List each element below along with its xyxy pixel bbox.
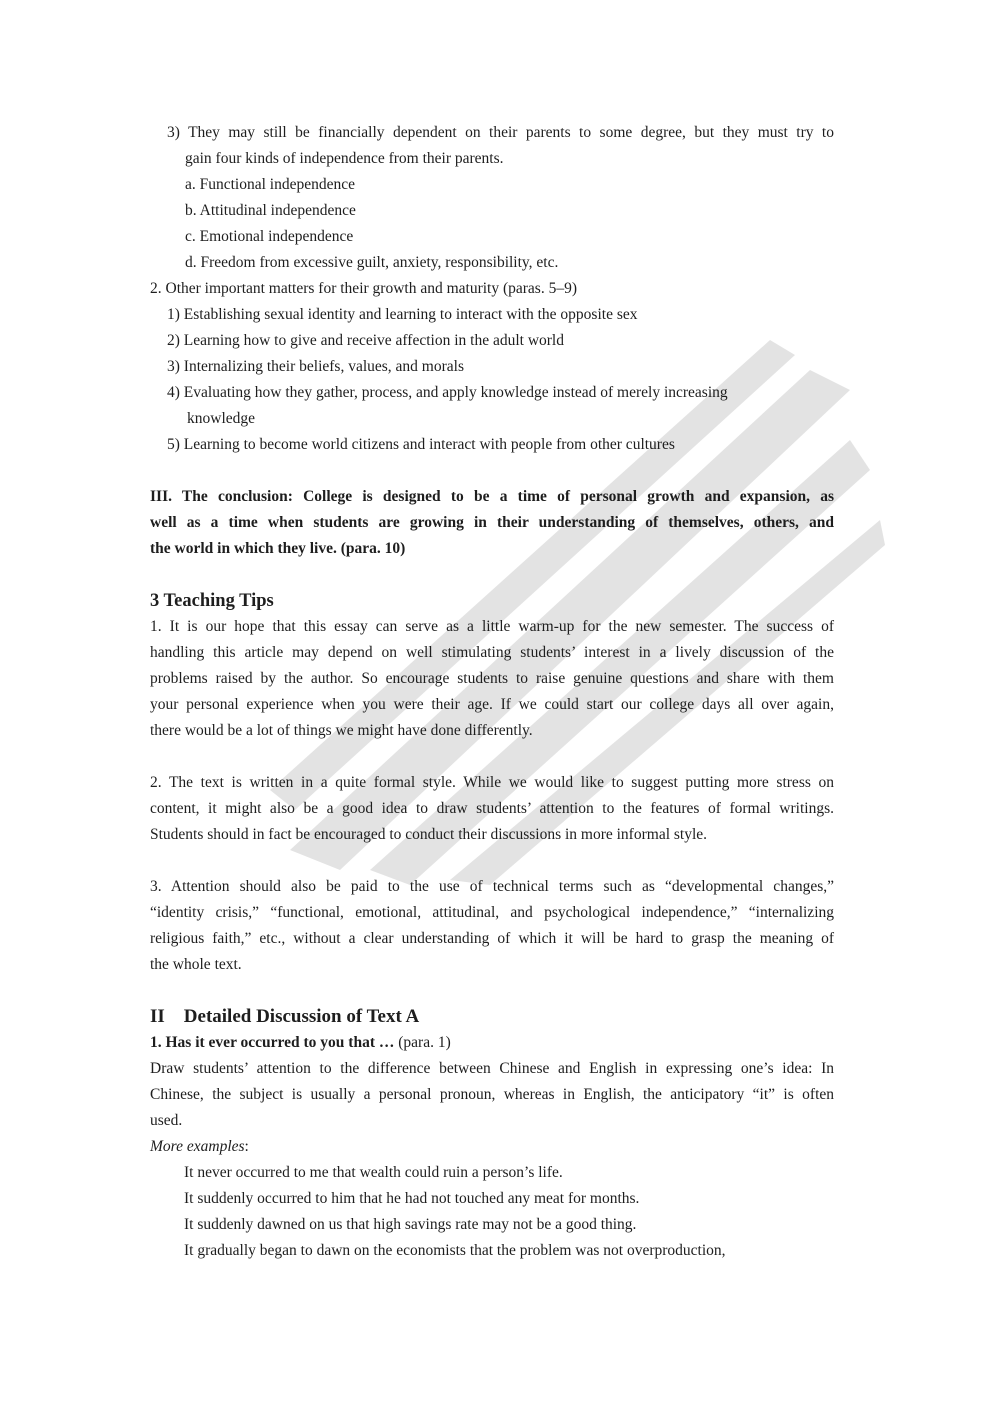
tip3-line: “identity crisis,” “functional, emotional, attitudinal, and psychological independence,” “internalizing xyxy=(150,904,834,921)
discussion-body-line: Draw students’ attention to the difference between Chinese and English in expressing one’s idea: In xyxy=(150,1060,834,1077)
more-examples-colon: : xyxy=(244,1138,249,1155)
outline-point-2-item-1: 1) Establishing sexual identity and learning to interact with the opposite sex xyxy=(167,306,638,323)
tip1-line: there would be a lot of things we might have done differently. xyxy=(150,722,533,739)
outline-item-3-line1: 3) They may still be financially dependent on their parents to some degree, but they must try to xyxy=(167,124,834,141)
example-sentence: It gradually began to dawn on the economists that the problem was not overproduction, xyxy=(184,1242,726,1259)
example-sentence: It suddenly occurred to him that he had not touched any meat for months. xyxy=(184,1190,640,1207)
more-examples-label xyxy=(150,1134,249,1160)
tip3-line: the whole text. xyxy=(150,956,242,973)
conclusion-line1: III. The conclusion: College is designed to be a time of personal growth and expansion, as xyxy=(150,488,834,505)
tip3-line: 3. Attention should also be paid to the use of technical terms such as “developmental changes,” xyxy=(150,878,834,895)
outline-point-2-item-2: 2) Learning how to give and receive affection in the adult world xyxy=(167,332,564,349)
outline-point-2: 2. Other important matters for their growth and maturity (paras. 5–9) xyxy=(150,280,577,297)
discussion-body-line: used. xyxy=(150,1112,183,1129)
conclusion-line2: well as a time when students are growing in their understanding of themselves, others, and xyxy=(150,514,834,531)
outline-item-3-line2: gain four kinds of independence from their parents. xyxy=(185,150,504,167)
outline-sub-b: b. Attitudinal independence xyxy=(185,202,356,219)
example-sentence: It suddenly dawned on us that high savings rate may not be a good thing. xyxy=(184,1216,637,1233)
outline-point-2-item-3: 3) Internalizing their beliefs, values, and morals xyxy=(167,358,464,375)
question-1-para: (para. 1) xyxy=(394,1034,451,1051)
outline-point-2-item-5: 5) Learning to become world citizens and interact with people from other cultures xyxy=(167,436,675,453)
question-1-bold: 1. Has it ever occurred to you that … xyxy=(150,1034,395,1051)
tip2-line: Students should in fact be encouraged to conduct their discussions in more informal style. xyxy=(150,826,708,843)
outline-point-2-item-4-line2: knowledge xyxy=(187,410,256,427)
discussion-heading: II Detailed Discussion of Text A xyxy=(150,1006,420,1027)
outline-sub-c: c. Emotional independence xyxy=(185,228,354,245)
outline-sub-d: d. Freedom from excessive guilt, anxiety, responsibility, etc. xyxy=(185,254,559,271)
tip2-line: content, it might also be a good idea to draw students’ attention to the features of formal writings. xyxy=(150,800,834,817)
discussion-question-1 xyxy=(150,1030,451,1056)
outline-sub-a: a. Functional independence xyxy=(185,176,356,193)
tip2-line: 2. The text is written in a quite formal style. While we would like to suggest putting more stress on xyxy=(150,774,834,791)
more-examples-text: More examples xyxy=(150,1138,245,1155)
teaching-tips-heading: 3 Teaching Tips xyxy=(150,591,274,611)
tip1-line: handling this article may depend on well stimulating students’ interest in a lively discussion of the xyxy=(150,644,834,661)
tip1-line: problems raised by the author. So encourage students to raise genuine questions and share with them xyxy=(150,670,834,687)
discussion-body-line: Chinese, the subject is usually a personal pronoun, whereas in English, the anticipatory “it” is often xyxy=(150,1086,834,1103)
conclusion-line3: the world in which they live. (para. 10) xyxy=(150,540,406,557)
tip3-line: religious faith,” etc., without a clear understanding of which it will be hard to grasp the meaning of xyxy=(150,930,834,947)
tip1-line: 1. It is our hope that this essay can serve as a little warm-up for the new semester. The success of xyxy=(150,618,834,635)
tip1-line: your personal experience when you were their age. If we could start our college days all over again, xyxy=(150,696,834,713)
example-sentence: It never occurred to me that wealth could ruin a person’s life. xyxy=(184,1164,563,1181)
outline-point-2-item-4-line1: 4) Evaluating how they gather, process, and apply knowledge instead of merely increasing xyxy=(167,384,728,401)
